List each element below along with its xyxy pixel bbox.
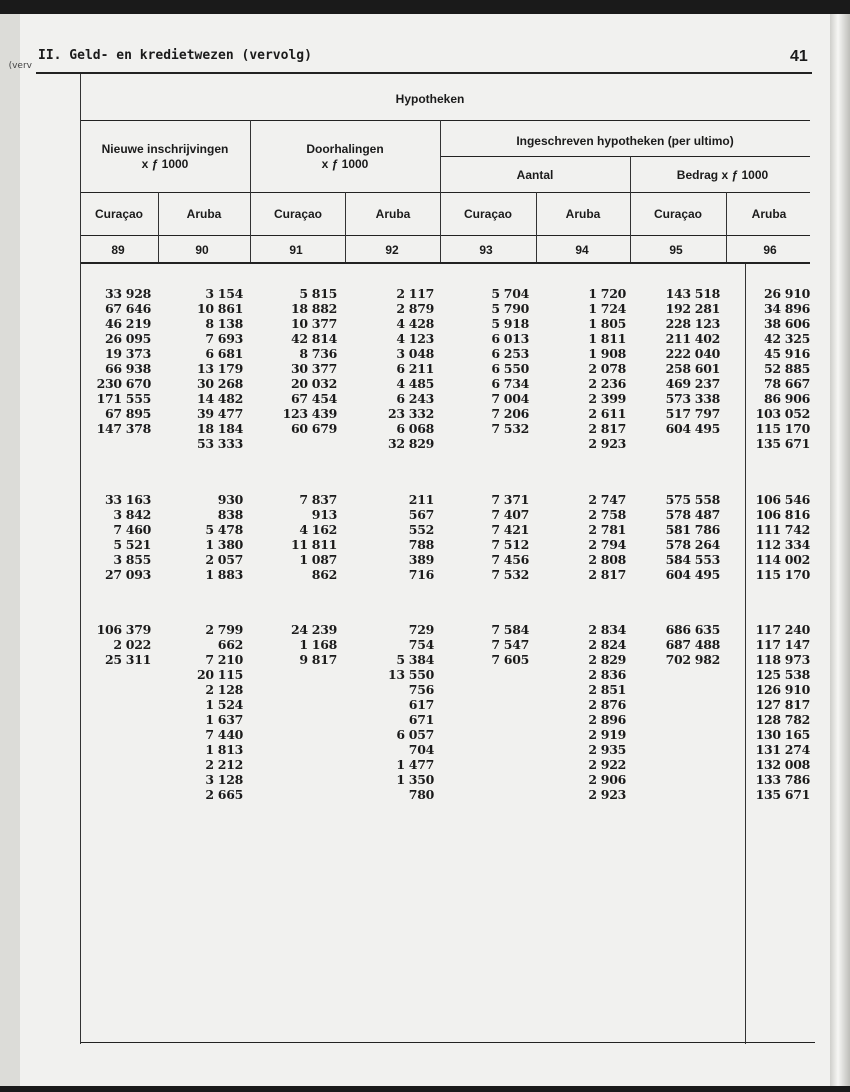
subheader-92: Aruba xyxy=(375,207,411,221)
table-cell: 228 123 xyxy=(665,316,720,331)
header-doorhalingen: Doorhalingen x ƒ 1000 xyxy=(306,142,384,171)
table-cell: 60 679 xyxy=(290,421,337,436)
table-cell: 7 584 xyxy=(491,622,529,637)
table-cell: 33 163 xyxy=(104,492,151,507)
colnum-89: 89 xyxy=(111,243,125,257)
spine-fragment xyxy=(2,60,32,72)
column-89-block3 xyxy=(61,622,151,667)
table-cell: 6 211 xyxy=(396,361,434,376)
table-cell: 756 xyxy=(408,682,434,697)
table-cell: 7 004 xyxy=(491,391,529,406)
table-cell: 1 087 xyxy=(299,552,337,567)
table-cell: 128 782 xyxy=(755,712,810,727)
table-cell: 7 371 xyxy=(491,492,529,507)
table-cell: 862 xyxy=(311,567,337,582)
column-92-block1 xyxy=(344,286,434,451)
subheader-90: Aruba xyxy=(186,207,222,221)
table-cell: 6 057 xyxy=(396,727,434,742)
table-cell: 7 532 xyxy=(491,567,529,582)
table-cell: 135 671 xyxy=(755,436,810,451)
table-cell: 5 384 xyxy=(396,652,434,667)
column-93-block1 xyxy=(439,286,529,451)
column-90-block3 xyxy=(153,622,243,802)
table-cell xyxy=(61,451,151,466)
table-cell: 133 786 xyxy=(755,772,810,787)
rule-under-ingeschreven xyxy=(440,156,810,157)
table-cell: 130 165 xyxy=(755,727,810,742)
subheader-91: Curaçao xyxy=(273,207,323,221)
table-cell: 66 938 xyxy=(104,361,151,376)
table-cell: 42 325 xyxy=(763,331,810,346)
colnum-94: 94 xyxy=(575,243,589,257)
table-cell: 838 xyxy=(217,507,243,522)
table-cell: 6 243 xyxy=(396,391,434,406)
column-96-block3 xyxy=(720,622,810,802)
table-cell: 192 281 xyxy=(665,301,720,316)
column-92-block3 xyxy=(344,622,434,802)
table-cell: 584 553 xyxy=(665,552,720,567)
header-aantal: Aantal xyxy=(516,168,554,182)
table-cell: 39 477 xyxy=(196,406,243,421)
column-91-block3 xyxy=(247,622,337,667)
column-94-block2 xyxy=(536,492,626,582)
table-cell: 5 815 xyxy=(299,286,337,301)
table-cell: 604 495 xyxy=(665,567,720,582)
table-cell: 5 704 xyxy=(491,286,529,301)
subheader-94: Aruba xyxy=(565,207,601,221)
table-cell: 578 264 xyxy=(665,537,720,552)
table-cell xyxy=(247,436,337,451)
table-cell: 2 611 xyxy=(588,406,626,421)
table-cell: 86 906 xyxy=(763,391,810,406)
table-cell: 67 895 xyxy=(104,406,151,421)
table-cell: 2 794 xyxy=(588,537,626,552)
table-cell: 7 456 xyxy=(491,552,529,567)
table-cell: 6 253 xyxy=(491,346,529,361)
table-cell: 754 xyxy=(408,637,434,652)
table-cell: 517 797 xyxy=(665,406,720,421)
table-cell: 1 811 xyxy=(588,331,626,346)
table-cell: 1 524 xyxy=(205,697,243,712)
table-cell: 10 861 xyxy=(196,301,243,316)
table-cell: 13 179 xyxy=(196,361,243,376)
table-cell: 2 117 xyxy=(396,286,434,301)
table-cell: 2 834 xyxy=(588,622,626,637)
column-90-block2 xyxy=(153,492,243,582)
table-cell: 7 837 xyxy=(299,492,337,507)
table-cell: 114 002 xyxy=(755,552,810,567)
header-ingeschreven: Ingeschreven hypotheken (per ultimo) xyxy=(516,134,734,148)
table-cell: 2 057 xyxy=(205,552,243,567)
table-cell: 8 138 xyxy=(205,316,243,331)
table-cell: 702 982 xyxy=(665,652,720,667)
table-cell: 78 667 xyxy=(763,376,810,391)
table-cell: 2 923 xyxy=(588,436,626,451)
table-cell: 7 512 xyxy=(491,537,529,552)
table-cell: 25 311 xyxy=(104,652,151,667)
table-cell: 11 811 xyxy=(290,537,337,552)
table-cell: 6 068 xyxy=(396,421,434,436)
colnum-93: 93 xyxy=(479,243,493,257)
table-cell: 6 013 xyxy=(491,331,529,346)
table-cell: 106 546 xyxy=(755,492,810,507)
column-96-block2 xyxy=(720,492,810,582)
table-cell: 1 380 xyxy=(205,537,243,552)
table-cell: 20 032 xyxy=(290,376,337,391)
header-nieuwe: Nieuwe inschrijvingen x ƒ 1000 xyxy=(101,142,229,171)
table-cell: 117 147 xyxy=(755,637,810,652)
table-cell: 211 402 xyxy=(665,331,720,346)
table-cell: 14 482 xyxy=(196,391,243,406)
table-cell: 2 906 xyxy=(588,772,626,787)
bottom-rule xyxy=(80,1042,815,1043)
table-cell: 125 538 xyxy=(755,667,810,682)
table-cell: 573 338 xyxy=(665,391,720,406)
column-91-block1 xyxy=(247,286,337,451)
rule-under-places xyxy=(80,235,810,236)
table-cell: 258 601 xyxy=(665,361,720,376)
colnum-90: 90 xyxy=(195,243,209,257)
table-cell: 132 008 xyxy=(755,757,810,772)
table-cell: 4 428 xyxy=(396,316,434,331)
table-cell: 617 xyxy=(408,697,434,712)
table-cell: 6 681 xyxy=(205,346,243,361)
table-cell: 716 xyxy=(408,567,434,582)
table-cell: 8 736 xyxy=(299,346,337,361)
table-cell: 147 378 xyxy=(96,421,151,436)
table-cell: 604 495 xyxy=(665,421,720,436)
colnum-92: 92 xyxy=(385,243,399,257)
page-edge xyxy=(830,14,850,1086)
table-cell: 7 460 xyxy=(113,522,151,537)
table-cell: 26 910 xyxy=(763,286,810,301)
table-cell: 115 170 xyxy=(755,421,810,436)
table-cell: 729 xyxy=(408,622,434,637)
table-cell: 6 734 xyxy=(491,376,529,391)
table-cell: 2 236 xyxy=(588,376,626,391)
table-cell: 7 605 xyxy=(491,652,529,667)
table-cell: 112 334 xyxy=(755,537,810,552)
vline-1 xyxy=(250,120,251,262)
table-cell: 5 918 xyxy=(491,316,529,331)
table-cell: 5 521 xyxy=(113,537,151,552)
table-cell: 106 816 xyxy=(755,507,810,522)
table-cell: 2 022 xyxy=(113,637,151,652)
table-cell: 1 724 xyxy=(588,301,626,316)
table-cell: 26 095 xyxy=(104,331,151,346)
table-cell: 67 646 xyxy=(104,301,151,316)
table-cell: 2 922 xyxy=(588,757,626,772)
table-cell: 131 274 xyxy=(755,742,810,757)
table-cell: 45 916 xyxy=(763,346,810,361)
table-cell: 788 xyxy=(408,537,434,552)
table-cell: 118 973 xyxy=(755,652,810,667)
vline-sub-2 xyxy=(345,192,346,262)
table-cell: 2 665 xyxy=(205,787,243,802)
column-89-block2 xyxy=(61,492,151,582)
table-cell: 19 373 xyxy=(104,346,151,361)
column-93-block2 xyxy=(439,492,529,582)
table-cell: 913 xyxy=(311,507,337,522)
table-cell: 4 123 xyxy=(396,331,434,346)
table-cell: 3 842 xyxy=(113,507,151,522)
vline-2 xyxy=(440,120,441,262)
table-cell: 2 212 xyxy=(205,757,243,772)
column-95-block1 xyxy=(630,286,720,451)
table-cell: 30 377 xyxy=(290,361,337,376)
table-cell: 2 799 xyxy=(205,622,243,637)
header-bedrag: Bedrag x ƒ 1000 xyxy=(676,168,769,182)
table-cell: 2 879 xyxy=(396,301,434,316)
table-cell: 34 896 xyxy=(763,301,810,316)
table-cell: 671 xyxy=(408,712,434,727)
table-cell xyxy=(439,436,529,451)
table-cell: 2 935 xyxy=(588,742,626,757)
table-cell: 2 399 xyxy=(588,391,626,406)
column-89-block1 xyxy=(61,286,151,466)
table-cell: 2 923 xyxy=(588,787,626,802)
table-cell: 4 485 xyxy=(396,376,434,391)
table-cell: 389 xyxy=(408,552,434,567)
table-cell: 2 747 xyxy=(588,492,626,507)
table-cell: 2 836 xyxy=(588,667,626,682)
table-cell: 18 184 xyxy=(196,421,243,436)
table-cell: 1 720 xyxy=(588,286,626,301)
table-cell: 3 154 xyxy=(205,286,243,301)
table-cell: 52 885 xyxy=(763,361,810,376)
table-cell: 686 635 xyxy=(665,622,720,637)
subheader-96: Aruba xyxy=(751,207,787,221)
table-cell: 567 xyxy=(408,507,434,522)
table-cell: 7 532 xyxy=(491,421,529,436)
table-cell: 4 162 xyxy=(299,522,337,537)
table-cell: 2 851 xyxy=(588,682,626,697)
table-cell: 7 407 xyxy=(491,507,529,522)
table-cell: 2 896 xyxy=(588,712,626,727)
table-cell: 2 128 xyxy=(205,682,243,697)
vline-sub-1 xyxy=(158,192,159,262)
table-cell: 126 910 xyxy=(755,682,810,697)
table-cell: 106 379 xyxy=(96,622,151,637)
section-title: II. Geld- en kredietwezen (vervolg) xyxy=(38,48,312,63)
table-cell: 930 xyxy=(217,492,243,507)
table-cell: 7 440 xyxy=(205,727,243,742)
table-cell: 127 817 xyxy=(755,697,810,712)
subheader-89: Curaçao xyxy=(94,207,144,221)
table-cell: 23 332 xyxy=(387,406,434,421)
table-cell: 1 813 xyxy=(205,742,243,757)
table-cell: 1 477 xyxy=(396,757,434,772)
table-cell: 552 xyxy=(408,522,434,537)
vline-3 xyxy=(630,156,631,262)
table-cell xyxy=(61,436,151,451)
table-cell: 115 170 xyxy=(755,567,810,582)
table-cell: 2 078 xyxy=(588,361,626,376)
table-cell: 575 558 xyxy=(665,492,720,507)
table-cell: 662 xyxy=(217,637,243,652)
column-90-block1 xyxy=(153,286,243,451)
table-cell: 67 454 xyxy=(290,391,337,406)
table-cell: 20 115 xyxy=(196,667,243,682)
table-cell: 1 805 xyxy=(588,316,626,331)
table-cell: 30 268 xyxy=(196,376,243,391)
vline-sub-3 xyxy=(536,192,537,262)
column-92-block2 xyxy=(344,492,434,582)
table-cell: 2 781 xyxy=(588,522,626,537)
table-cell: 27 093 xyxy=(104,567,151,582)
table-cell: 230 670 xyxy=(96,376,151,391)
table-cell: 103 052 xyxy=(755,406,810,421)
table-cell: 7 210 xyxy=(205,652,243,667)
table-cell: 117 240 xyxy=(755,622,810,637)
rule-under-group xyxy=(80,120,810,121)
table-cell xyxy=(630,436,720,451)
column-95-block2 xyxy=(630,492,720,582)
table-cell: 2 876 xyxy=(588,697,626,712)
table-cell: 2 829 xyxy=(588,652,626,667)
table-cell: 2 824 xyxy=(588,637,626,652)
table-cell: 38 606 xyxy=(763,316,810,331)
table-cell: 222 040 xyxy=(665,346,720,361)
table-cell: 32 829 xyxy=(387,436,434,451)
table-cell: 1 883 xyxy=(205,567,243,582)
table-cell: 53 333 xyxy=(196,436,243,451)
table-cell: 2 817 xyxy=(588,567,626,582)
column-91-block2 xyxy=(247,492,337,582)
table-cell: 2 919 xyxy=(588,727,626,742)
table-cell: 42 814 xyxy=(290,331,337,346)
table-cell: 1 637 xyxy=(205,712,243,727)
table-cell: 5 790 xyxy=(491,301,529,316)
table-cell: 10 377 xyxy=(290,316,337,331)
table-cell: 7 206 xyxy=(491,406,529,421)
page-number: 41 xyxy=(790,48,808,65)
colnum-95: 95 xyxy=(669,243,683,257)
table-cell: 6 550 xyxy=(491,361,529,376)
column-93-block3 xyxy=(439,622,529,667)
table-cell: 780 xyxy=(408,787,434,802)
group-title: Hypotheken xyxy=(395,92,465,106)
table-cell: 211 xyxy=(408,492,434,507)
table-cell: 46 219 xyxy=(104,316,151,331)
table-cell: 7 421 xyxy=(491,522,529,537)
table-cell: 143 518 xyxy=(665,286,720,301)
table-cell: 24 239 xyxy=(290,622,337,637)
rule-under-colnums xyxy=(80,262,810,264)
table-cell: 18 882 xyxy=(290,301,337,316)
column-94-block1 xyxy=(536,286,626,451)
column-94-block3 xyxy=(536,622,626,802)
table-cell: 33 928 xyxy=(104,286,151,301)
table-cell: 1 350 xyxy=(396,772,434,787)
table-cell: 3 128 xyxy=(205,772,243,787)
table-cell: 7 693 xyxy=(205,331,243,346)
table-cell: 2 758 xyxy=(588,507,626,522)
spine-text: (verv xyxy=(8,61,32,71)
table-cell: 469 237 xyxy=(665,376,720,391)
table-cell: 1 908 xyxy=(588,346,626,361)
table-cell: 2 808 xyxy=(588,552,626,567)
table-cell: 687 488 xyxy=(665,637,720,652)
table-cell: 3 048 xyxy=(396,346,434,361)
table-cell: 111 742 xyxy=(755,522,810,537)
table-cell: 135 671 xyxy=(755,787,810,802)
table-cell: 123 439 xyxy=(282,406,337,421)
top-rule xyxy=(36,72,812,74)
table-cell: 7 547 xyxy=(491,637,529,652)
column-95-block3 xyxy=(630,622,720,667)
table-cell: 9 817 xyxy=(299,652,337,667)
table-cell: 13 550 xyxy=(387,667,434,682)
table-cell: 5 478 xyxy=(205,522,243,537)
colnum-96: 96 xyxy=(763,243,777,257)
table-cell: 578 487 xyxy=(665,507,720,522)
column-96-block1 xyxy=(720,286,810,451)
rule-under-subgroups xyxy=(80,192,810,193)
table-cell: 171 555 xyxy=(96,391,151,406)
vline-sub-4 xyxy=(726,192,727,262)
table-cell: 1 168 xyxy=(299,637,337,652)
table-cell: 2 817 xyxy=(588,421,626,436)
table-cell: 581 786 xyxy=(665,522,720,537)
subheader-93: Curaçao xyxy=(463,207,513,221)
table-cell: 704 xyxy=(408,742,434,757)
subheader-95: Curaçao xyxy=(653,207,703,221)
colnum-91: 91 xyxy=(289,243,303,257)
table-cell: 3 855 xyxy=(113,552,151,567)
